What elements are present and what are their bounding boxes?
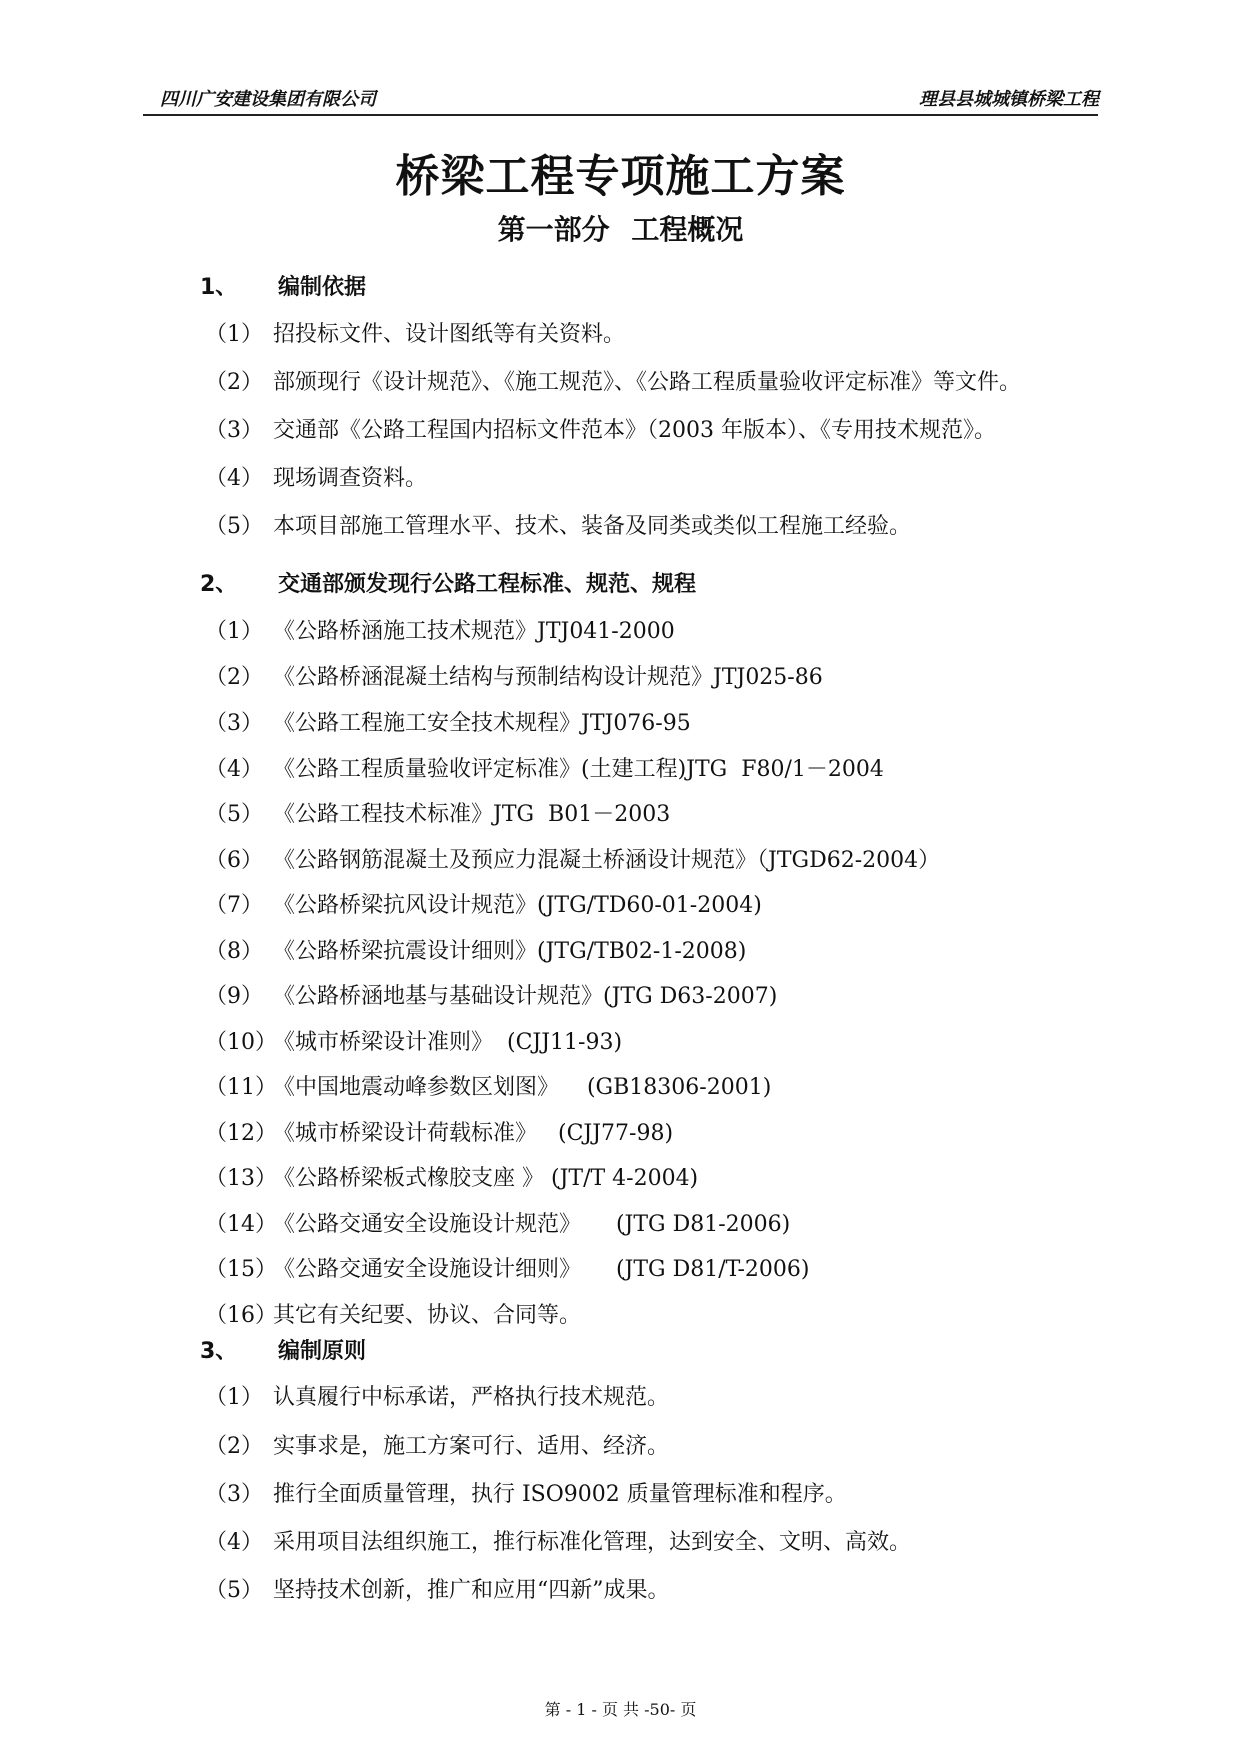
item-number: （7） bbox=[205, 893, 263, 918]
list-item bbox=[205, 800, 670, 830]
item-text: 《公路桥梁板式橡胶支座 》 (JT/T 4-2004) bbox=[273, 1166, 699, 1191]
section-title: 交通部颁发现行公路工程标准、规范、规程 bbox=[278, 572, 697, 597]
item-number: （2） bbox=[205, 370, 263, 395]
list-item bbox=[205, 891, 762, 921]
list-item bbox=[205, 1119, 673, 1149]
item-number: （1） bbox=[205, 1385, 263, 1410]
item-number: （5） bbox=[205, 802, 263, 827]
list-item bbox=[205, 1576, 670, 1606]
item-number: （3） bbox=[205, 711, 263, 736]
item-text: 《公路工程技术标准》JTG B01－2003 bbox=[273, 802, 671, 827]
item-number: （6） bbox=[205, 848, 263, 873]
section-title: 编制原则 bbox=[278, 1339, 367, 1364]
document-subtitle: 第一部分 工程概况 bbox=[497, 213, 744, 246]
list-item bbox=[205, 1255, 810, 1285]
item-text: 《公路桥涵施工技术规范》JTJ041-2000 bbox=[273, 619, 675, 644]
list-item bbox=[205, 1480, 847, 1510]
item-number: （4） bbox=[205, 1530, 263, 1555]
list-item bbox=[205, 709, 691, 739]
item-text: 本项目部施工管理水平、技术、装备及同类或类似工程施工经验。 bbox=[273, 514, 912, 539]
item-text: 推行全面质量管理，执行 ISO9002 质量管理标准和程序。 bbox=[273, 1482, 847, 1507]
section-heading bbox=[200, 273, 366, 303]
item-text: 《公路桥梁抗震设计细则》(JTG/TB02-1-2008) bbox=[273, 939, 747, 964]
item-number: （1） bbox=[205, 619, 263, 644]
list-item bbox=[205, 464, 427, 494]
section-title: 编制依据 bbox=[278, 275, 367, 300]
item-text: 《中国地震动峰参数区划图》 (GB18306-2001) bbox=[273, 1075, 772, 1100]
item-text: 采用项目法组织施工，推行标准化管理，达到安全、文明、高效。 bbox=[273, 1530, 912, 1555]
item-number: （2） bbox=[205, 1434, 263, 1459]
section-number: 1、 bbox=[200, 275, 238, 300]
list-item bbox=[205, 1073, 771, 1103]
item-number: （5） bbox=[205, 514, 263, 539]
list-item bbox=[205, 1383, 669, 1413]
item-text: 《城市桥梁设计准则》 (CJJ11-93) bbox=[273, 1030, 623, 1055]
list-item bbox=[205, 1528, 911, 1558]
list-item bbox=[205, 846, 940, 876]
list-item bbox=[205, 937, 746, 967]
item-text: 《公路交通安全设施设计规范》 (JTG D81-2006) bbox=[273, 1212, 791, 1237]
item-text: 现场调查资料。 bbox=[273, 466, 428, 491]
item-number: （1） bbox=[205, 322, 263, 347]
header-project: 理县县城城镇桥梁工程 bbox=[919, 89, 1099, 110]
page-footer: 第 - 1 - 页 共 -50- 页 bbox=[544, 1700, 697, 1719]
section-heading bbox=[200, 570, 696, 600]
section-number: 3、 bbox=[200, 1339, 238, 1364]
list-item bbox=[205, 368, 1021, 398]
item-text: 《公路桥梁抗风设计规范》(JTG/TD60-01-2004) bbox=[273, 893, 762, 918]
item-text: 部颁现行《设计规范》、《施工规范》、《公路工程质量验收评定标准》等文件。 bbox=[273, 370, 1022, 395]
item-number: （8） bbox=[205, 939, 263, 964]
section-number: 2、 bbox=[200, 572, 238, 597]
item-text: 《公路工程质量验收评定标准》(土建工程)JTG F80/1－2004 bbox=[273, 757, 884, 782]
list-item bbox=[205, 512, 911, 542]
item-number: （13） bbox=[205, 1166, 277, 1191]
item-text: 其它有关纪要、协议、合同等。 bbox=[273, 1303, 582, 1328]
item-text: 《公路桥涵地基与基础设计规范》(JTG D63-2007) bbox=[273, 984, 778, 1009]
list-item bbox=[205, 1164, 698, 1194]
header-company: 四川广安建设集团有限公司 bbox=[160, 89, 376, 110]
item-number: （4） bbox=[205, 757, 263, 782]
item-text: 《城市桥梁设计荷载标准》 (CJJ77-98) bbox=[273, 1121, 674, 1146]
item-text: 《公路交通安全设施设计细则》 (JTG D81/T-2006) bbox=[273, 1257, 810, 1282]
item-number: （10） bbox=[205, 1030, 277, 1055]
document-title: 桥梁工程专项施工方案 bbox=[395, 151, 846, 202]
item-number: （4） bbox=[205, 466, 263, 491]
item-number: （5） bbox=[205, 1578, 263, 1603]
item-text: 交通部《公路工程国内招标文件范本》（2003 年版本）、《专用技术规范》。 bbox=[273, 418, 996, 443]
list-item bbox=[205, 1028, 622, 1058]
item-number: （16） bbox=[205, 1303, 277, 1328]
list-item bbox=[205, 755, 884, 785]
item-number: （14） bbox=[205, 1212, 277, 1237]
list-item bbox=[205, 1301, 581, 1331]
item-number: （9） bbox=[205, 984, 263, 1009]
item-text: 招投标文件、设计图纸等有关资料。 bbox=[273, 322, 626, 347]
list-item bbox=[205, 982, 777, 1012]
item-number: （12） bbox=[205, 1121, 277, 1146]
list-item bbox=[205, 663, 823, 693]
section-heading bbox=[200, 1337, 366, 1367]
list-item bbox=[205, 1210, 790, 1240]
list-item bbox=[205, 320, 625, 350]
item-text: 《公路钢筋混凝土及预应力混凝土桥涵设计规范》（JTGD62-2004） bbox=[273, 848, 941, 873]
list-item bbox=[205, 617, 675, 647]
item-text: 《公路工程施工安全技术规程》JTJ076-95 bbox=[273, 711, 691, 736]
list-item bbox=[205, 416, 996, 446]
item-number: （3） bbox=[205, 418, 263, 443]
header-divider bbox=[143, 114, 1098, 116]
item-text: 实事求是，施工方案可行、适用、经济。 bbox=[273, 1434, 670, 1459]
item-number: （3） bbox=[205, 1482, 263, 1507]
list-item bbox=[205, 1432, 669, 1462]
item-number: （15） bbox=[205, 1257, 277, 1282]
item-text: 坚持技术创新，推广和应用“四新”成果。 bbox=[273, 1578, 670, 1603]
item-number: （2） bbox=[205, 665, 263, 690]
item-text: 《公路桥涵混凝土结构与预制结构设计规范》JTJ025-86 bbox=[273, 665, 823, 690]
item-number: （11） bbox=[205, 1075, 277, 1100]
item-text: 认真履行中标承诺，严格执行技术规范。 bbox=[273, 1385, 670, 1410]
